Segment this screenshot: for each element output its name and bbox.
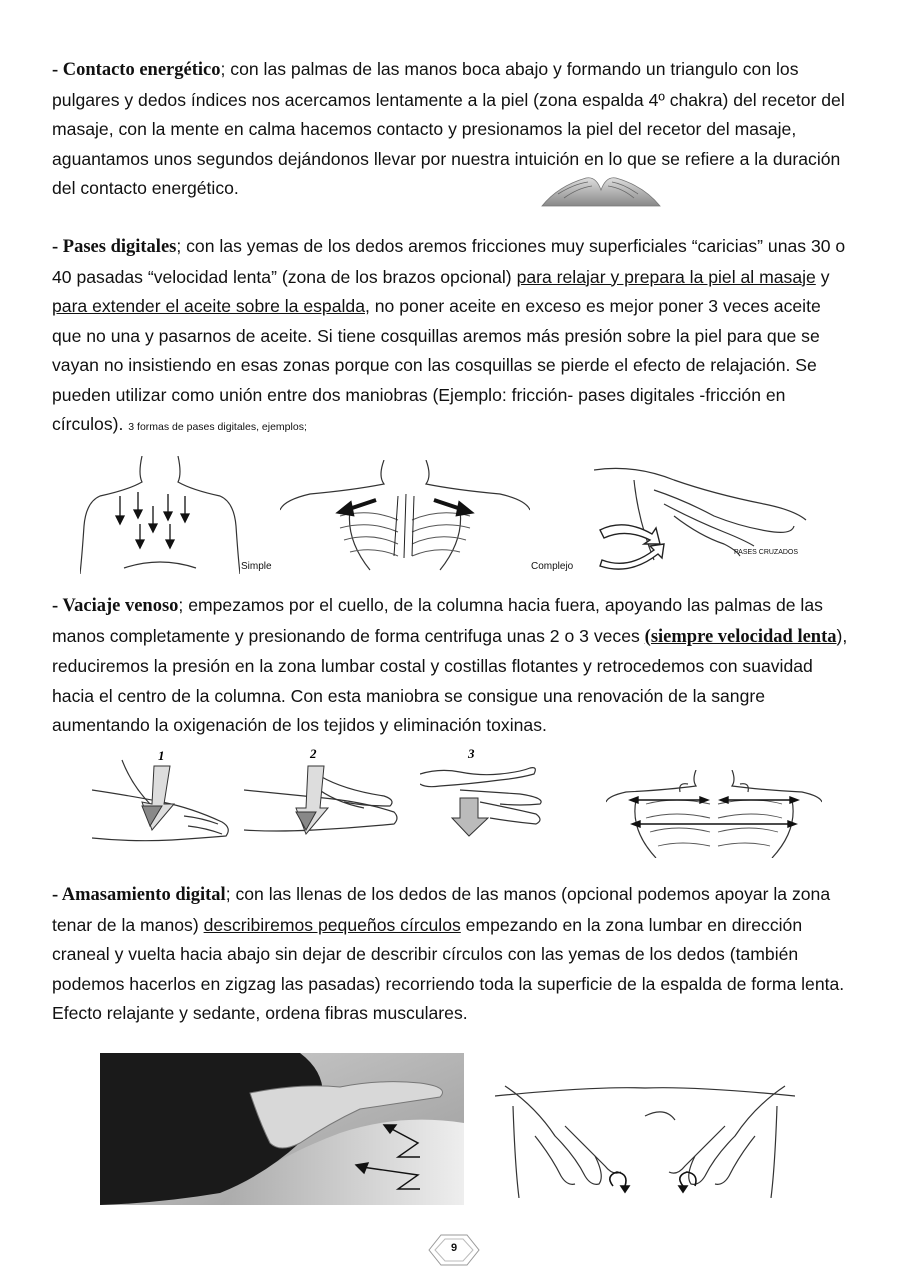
underlined-phrase: describiremos pequeños círculos	[203, 914, 461, 935]
section-body: ; empezamos por el cuello, de la columna hacia fuera, apoyando las palmas de las manos completamente y presionando de forma centrifuga unas 2 o 3 veces	[52, 595, 823, 646]
step-1-label: 1	[158, 748, 165, 763]
section-contacto-energetico	[52, 55, 852, 204]
underlined-phrase: para relajar y prepara la piel al masaje	[516, 266, 816, 287]
back-complex-strokes-illustration	[280, 460, 530, 572]
page-number-badge	[425, 1233, 483, 1267]
caption-pases-cruzados: PASES CRUZADOS	[734, 549, 799, 556]
section-pases-digitales	[52, 232, 852, 443]
step-2-hand-illustration	[244, 746, 400, 844]
fingers-circles-illustration	[495, 1046, 795, 1198]
back-venous-drainage-illustration	[606, 770, 822, 858]
caption-simple: Simple	[241, 561, 272, 572]
underlined-phrase: para extender el aceite sobre la espalda	[52, 296, 365, 316]
section-title: - Vaciaje venoso	[52, 596, 179, 616]
section-vaciaje-venoso	[52, 591, 852, 741]
step-3-hand-illustration	[420, 744, 550, 844]
section-amasamiento-digital	[52, 880, 852, 1029]
section-body: ; con las yemas de los dedos aremos fricciones muy superficiales “caricias” unas 30 o 40 pasadas “velocidad lenta” (zona de los brazos opcional)	[52, 236, 846, 287]
section-body: ; con las llenas de los dedos de las manos (opcional podemos apoyar la zona tenar de la manos)	[52, 884, 831, 935]
hands-triangle-image	[538, 172, 664, 208]
section-body: , no poner aceite en exceso es mejor poner 3 veces aceite que no una y pasarnos de aceite. Si tiene cosquillas aremos más presión sobre la piel para que se vayan no insistiendo en esas zonas porque con las cosquillas se pierde el efecto de relajación. Se pueden utilizar como unión entre dos maniobras (Ejemplo: fricción- pases digitales -fricción en círculos).	[52, 296, 821, 434]
caption-complejo: Complejo	[531, 561, 574, 572]
section-title: - Amasamiento digital	[52, 885, 226, 905]
crossed-strokes-hand-illustration	[594, 460, 808, 572]
section-body: ), reduciremos la presión en la zona lumbar costal y costillas flotantes y retrocedemos con suavidad hacia el centro de la columna. Con esta maniobra se consigue una renovación de la sangre aumentando la oxigenación de los tejidos y eliminación toxinas.	[52, 625, 848, 735]
section-body: y	[815, 266, 830, 287]
section-title: - Contacto energético	[52, 60, 221, 80]
back-simple-strokes-illustration	[80, 456, 240, 574]
small-note: 3 formas de pases digitales, ejemplos;	[128, 421, 307, 433]
section-title: - Pases digitales	[52, 237, 177, 257]
massage-photo	[100, 1053, 464, 1205]
page-number: 9	[450, 1242, 458, 1254]
emphasis-phrase: (siempre velocidad lenta	[644, 626, 837, 647]
step-3-label: 3	[468, 746, 475, 761]
section-body: ; con las palmas de las manos boca abajo y formando un triangulo con los pulgares y dedos índices nos acercamos lentamente a la piel (zona espalda 4º chakra) del recetor del masaje, con la mente en calma hacemos contacto y presionamos la piel del recetor del masaje, aguantamos unos segundos dejándonos llevar por nuestra intuición en lo que se refiere a la duración del contacto energético.	[52, 59, 845, 198]
step-2-label: 2	[310, 746, 317, 761]
step-1-hand-illustration	[92, 746, 232, 854]
section-body: empezando en la zona lumbar en dirección craneal y vuelta hacia abajo sin dejar de describir círculos con las yemas de los dedos (también podemos hacerlos en zigzag las pasadas) recorriendo toda la superficie de la espalda de forma lenta. Efecto relajante y sedante, ordena fibras musculares.	[52, 914, 845, 1023]
